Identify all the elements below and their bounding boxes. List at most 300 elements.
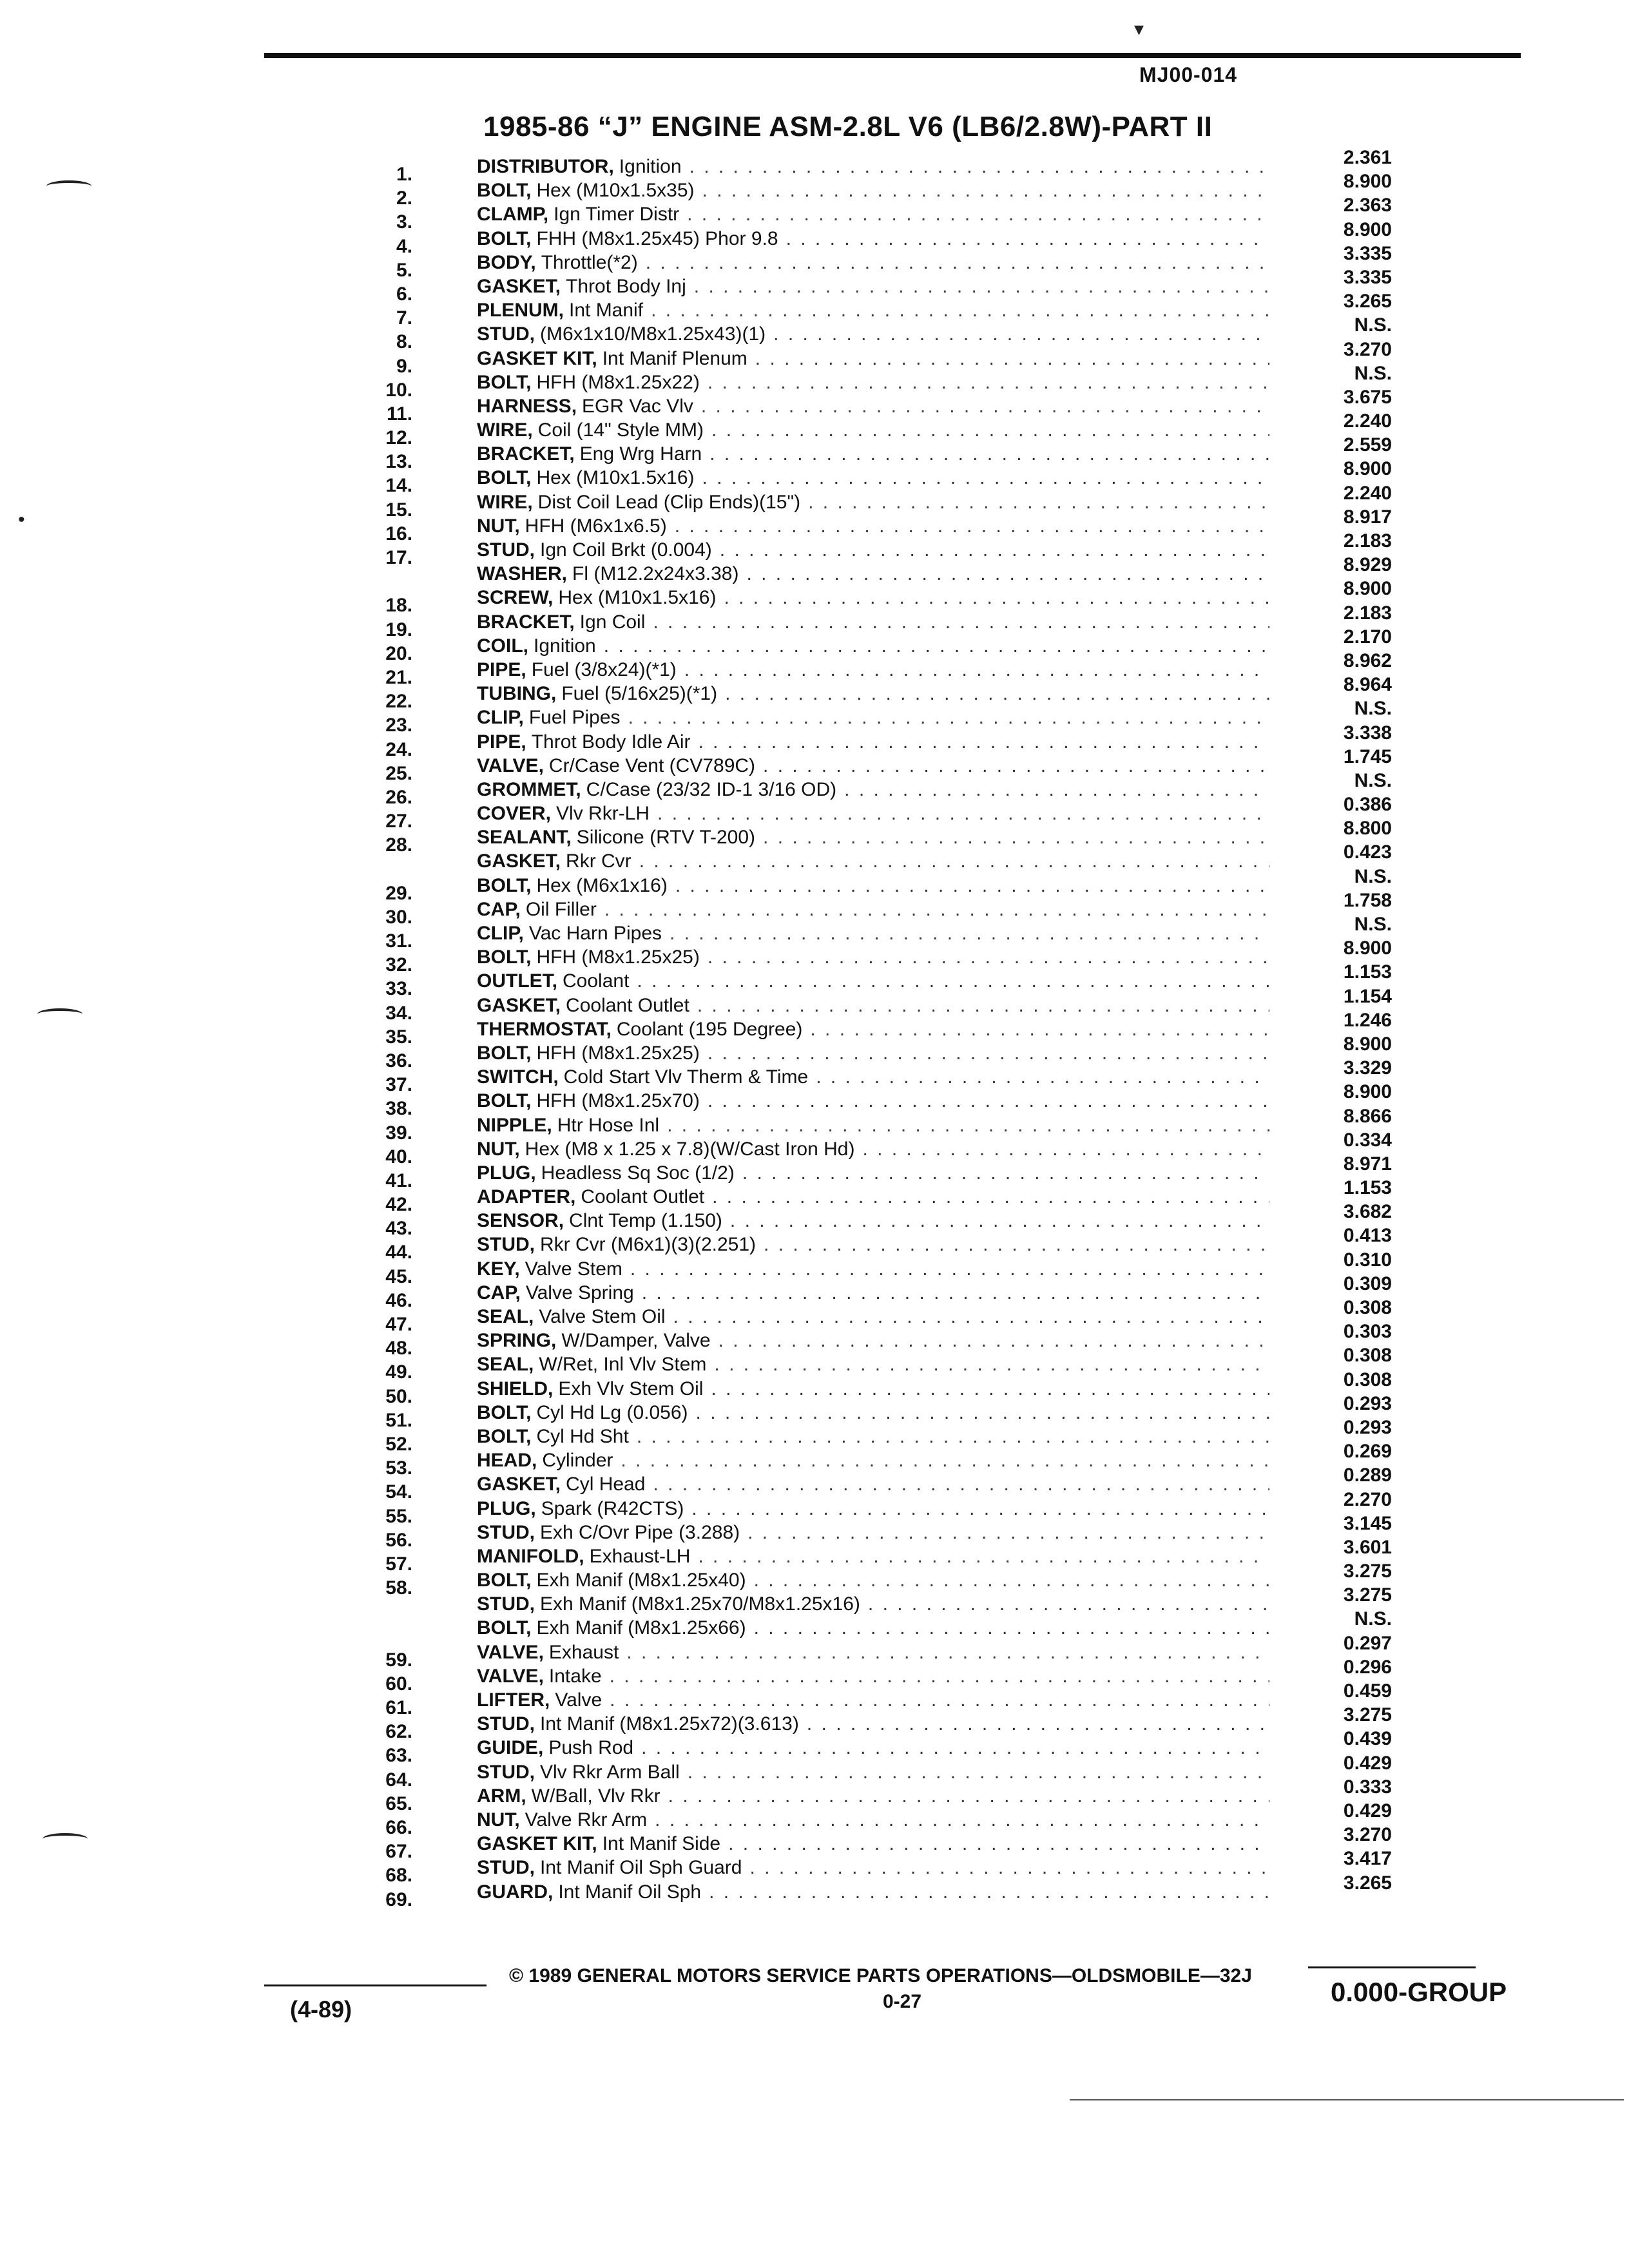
part-detail: Cyl Hd Lg (0.056)	[536, 1401, 688, 1423]
item-description	[477, 251, 1269, 274]
item-number: 23.	[385, 715, 412, 736]
item-description	[477, 298, 1269, 322]
dot-leader	[689, 155, 1269, 178]
part-detail: Fuel (3/8x24)(*1)	[531, 658, 677, 680]
dot-leader	[746, 562, 1269, 586]
part-name: PLUG,	[477, 1162, 536, 1184]
part-name: COVER,	[477, 803, 552, 825]
item-number: 11.	[386, 403, 412, 425]
part-detail: HFH (M8x1.25x70)	[536, 1090, 700, 1112]
part-number: N.S.	[1354, 698, 1392, 720]
part-name: VALVE,	[477, 754, 544, 776]
item-number: 62.	[385, 1721, 412, 1743]
item-number: 52.	[385, 1433, 412, 1455]
item-number: 55.	[385, 1505, 412, 1527]
part-detail: Hex (M10x1.5x16)	[558, 587, 717, 609]
part-name: CAP,	[477, 898, 521, 920]
dot-leader	[763, 825, 1269, 849]
part-detail: HFH (M8x1.25x25)	[536, 947, 700, 968]
item-description	[477, 1113, 1269, 1137]
dot-leader	[764, 1233, 1269, 1256]
dot-leader	[653, 610, 1269, 634]
part-number: 0.289	[1343, 1465, 1392, 1486]
dot-leader	[728, 1832, 1269, 1856]
speck-mark: ▾	[1134, 19, 1144, 40]
part-number: 1.758	[1343, 889, 1392, 911]
dot-leader	[862, 1137, 1269, 1161]
part-number: 0.334	[1343, 1129, 1392, 1151]
item-number: 9.	[396, 355, 412, 377]
part-name: GASKET KIT,	[477, 1833, 597, 1855]
item-description	[477, 1425, 1269, 1448]
item-description	[477, 682, 1269, 706]
part-name: TUBING,	[477, 683, 557, 705]
part-number: 8.929	[1343, 554, 1392, 576]
part-number: 0.296	[1343, 1656, 1392, 1678]
part-name: PLUG,	[477, 1497, 536, 1519]
part-number: 8.900	[1343, 937, 1392, 959]
dot-leader	[630, 1257, 1269, 1281]
part-detail: Push Rod	[548, 1737, 634, 1759]
bottom-rule	[1070, 2099, 1624, 2100]
part-detail: Exhaust	[548, 1641, 619, 1663]
part-detail: Cyl Hd Sht	[536, 1425, 629, 1447]
item-description	[477, 202, 1269, 226]
part-detail: Int Manif Side	[602, 1833, 721, 1855]
part-name: GASKET,	[477, 994, 561, 1016]
dot-leader	[699, 730, 1270, 754]
item-number: 43.	[385, 1218, 412, 1240]
part-detail: Exh C/Ovr Pipe (3.288)	[540, 1521, 740, 1543]
item-number: 14.	[385, 475, 412, 497]
item-description	[477, 418, 1269, 442]
dot-leader	[673, 1305, 1269, 1329]
dot-leader	[755, 347, 1269, 370]
binder-mark	[46, 180, 92, 192]
part-number: 3.601	[1343, 1536, 1392, 1558]
item-description	[477, 1664, 1269, 1688]
part-detail: Valve Rkr Arm	[525, 1809, 648, 1831]
part-number: 3.335	[1343, 242, 1392, 264]
part-name: MANIFOLD,	[477, 1545, 584, 1567]
item-description	[477, 1688, 1269, 1712]
item-description	[477, 370, 1269, 394]
part-name: SPRING,	[477, 1330, 557, 1352]
part-number: 0.303	[1343, 1321, 1392, 1343]
part-number: 0.423	[1343, 841, 1392, 863]
item-number: 66.	[385, 1816, 412, 1838]
item-description	[477, 155, 1269, 178]
part-name: GUIDE,	[477, 1737, 544, 1759]
part-number: 1.153	[1343, 1177, 1392, 1199]
item-description	[477, 898, 1269, 921]
part-name: THERMOSTAT,	[477, 1018, 612, 1040]
part-name: SWITCH,	[477, 1066, 559, 1088]
item-number: 25.	[385, 762, 412, 784]
part-number: 1.745	[1343, 745, 1392, 767]
item-number: 48.	[385, 1338, 412, 1360]
part-detail: Exhaust-LH	[589, 1545, 691, 1567]
item-description	[477, 658, 1269, 682]
item-description	[477, 1521, 1269, 1544]
part-name: BOLT,	[477, 1401, 532, 1423]
part-name: SENSOR,	[477, 1210, 564, 1232]
part-name: SCREW,	[477, 587, 554, 609]
part-detail: Ign Coil Brkt (0.004)	[540, 539, 712, 561]
dot-leader	[628, 706, 1269, 729]
part-detail: Fl (M12.2x24x3.38)	[572, 563, 739, 585]
dot-leader	[730, 1209, 1269, 1233]
item-number: 10.	[385, 379, 412, 401]
part-name: STUD,	[477, 539, 535, 561]
part-detail: Headless Sq Soc (1/2)	[541, 1162, 735, 1184]
dot-leader	[742, 1161, 1269, 1185]
part-name: GASKET,	[477, 850, 561, 872]
part-name: STUD,	[477, 1761, 535, 1783]
part-name: BOLT,	[477, 180, 532, 202]
part-number: 0.293	[1343, 1416, 1392, 1438]
part-detail: Exh Vlv Stem Oil	[558, 1378, 704, 1399]
part-detail: Ign Coil	[579, 611, 646, 633]
part-number: 2.183	[1343, 602, 1392, 624]
part-name: VALVE,	[477, 1665, 544, 1687]
part-number: 3.329	[1343, 1057, 1392, 1079]
item-description	[477, 538, 1269, 562]
dot-leader	[773, 322, 1269, 346]
part-name: WASHER,	[477, 563, 568, 585]
dot-leader	[637, 969, 1269, 993]
part-number: 8.900	[1343, 578, 1392, 600]
dot-leader	[688, 1760, 1269, 1784]
dot-leader	[720, 538, 1269, 562]
binder-mark	[43, 1833, 88, 1845]
item-number: 7.	[396, 307, 412, 329]
item-description	[477, 490, 1269, 514]
part-name: BOLT,	[477, 1617, 532, 1639]
part-number: 8.900	[1343, 1033, 1392, 1055]
item-description	[477, 322, 1269, 346]
dot-leader	[621, 1448, 1269, 1472]
item-number: 57.	[385, 1553, 412, 1575]
part-number: 1.153	[1343, 961, 1392, 983]
part-detail: Valve Stem Oil	[539, 1306, 666, 1327]
item-number: 53.	[385, 1457, 412, 1479]
dot-leader	[655, 1808, 1269, 1832]
part-number: 8.866	[1343, 1105, 1392, 1127]
item-number: 32.	[385, 954, 412, 976]
part-detail: Cr/Case Vent (CV789C)	[548, 754, 756, 776]
item-number: 12.	[385, 427, 412, 449]
item-number: 3.	[396, 211, 412, 233]
item-description	[477, 442, 1269, 466]
item-number: 42.	[385, 1194, 412, 1216]
part-detail: FHH (M8x1.25x45) Phor 9.8	[536, 227, 778, 249]
item-number: 41.	[385, 1169, 412, 1191]
part-detail: Int Manif Plenum	[602, 347, 747, 369]
dot-leader	[651, 298, 1269, 322]
part-detail: Coolant (195 Degree)	[616, 1018, 803, 1040]
item-number: 69.	[385, 1888, 412, 1910]
part-name: VALVE,	[477, 1641, 544, 1663]
part-number: 8.900	[1343, 171, 1392, 193]
part-detail: Cold Start Vlv Therm & Time	[563, 1066, 809, 1088]
item-description	[477, 1185, 1269, 1209]
part-number: N.S.	[1354, 1608, 1392, 1630]
part-number: 8.900	[1343, 218, 1392, 240]
item-description	[477, 1784, 1269, 1808]
part-number: 3.417	[1343, 1848, 1392, 1870]
part-name: STUD,	[477, 1521, 535, 1543]
item-description	[477, 1305, 1269, 1329]
item-description	[477, 586, 1269, 610]
part-name: DISTRIBUTOR,	[477, 156, 614, 177]
part-name: BOLT,	[477, 227, 532, 249]
part-detail: Eng Wrg Harn	[579, 443, 702, 465]
dot-leader	[709, 442, 1269, 466]
part-name: BODY,	[477, 251, 536, 273]
item-description	[477, 1161, 1269, 1185]
parts-list	[361, 147, 1405, 1910]
part-detail: C/Case (23/32 ID-1 3/16 OD)	[586, 778, 837, 800]
part-detail: HFH (M6x1x6.5)	[525, 515, 667, 537]
part-detail: Ignition	[619, 156, 682, 177]
item-description	[477, 1401, 1269, 1425]
part-name: PLENUM,	[477, 300, 564, 322]
part-name: LIFTER,	[477, 1689, 550, 1711]
part-number: 0.308	[1343, 1369, 1392, 1390]
item-description	[477, 921, 1269, 945]
item-description	[477, 1017, 1269, 1041]
item-number: 29.	[385, 882, 412, 904]
dot-leader	[610, 1688, 1269, 1712]
item-number: 51.	[385, 1409, 412, 1431]
part-detail: Exh Manif (M8x1.25x40)	[536, 1570, 746, 1591]
part-name: CLAMP,	[477, 204, 549, 226]
dot-leader	[637, 1425, 1269, 1448]
dot-leader	[754, 1616, 1269, 1640]
part-detail: Valve Stem	[525, 1258, 622, 1280]
dot-leader	[708, 1041, 1269, 1065]
item-number: 31.	[385, 930, 412, 952]
part-number: 0.429	[1343, 1752, 1392, 1774]
part-detail: Rkr Cvr	[566, 850, 631, 872]
part-name: BOLT,	[477, 947, 532, 968]
item-number: 39.	[385, 1122, 412, 1144]
dot-leader	[754, 1568, 1269, 1592]
part-name: SEAL,	[477, 1306, 534, 1327]
item-description	[477, 1377, 1269, 1401]
item-number: 58.	[385, 1577, 412, 1599]
part-name: ADAPTER,	[477, 1186, 576, 1208]
part-number: 0.309	[1343, 1273, 1392, 1294]
part-number: 0.293	[1343, 1392, 1392, 1414]
part-number: 0.297	[1343, 1632, 1392, 1654]
part-name: BOLT,	[477, 371, 532, 393]
dot-leader	[724, 586, 1269, 610]
dot-leader	[697, 994, 1269, 1017]
dot-leader	[687, 202, 1269, 226]
dot-leader	[604, 898, 1269, 921]
dot-leader	[763, 754, 1269, 778]
item-description	[477, 1736, 1269, 1760]
part-number: 2.559	[1343, 434, 1392, 456]
part-number: 3.270	[1343, 1824, 1392, 1846]
item-number: 49.	[385, 1361, 412, 1383]
item-number: 8.	[396, 331, 412, 353]
item-description	[477, 1041, 1269, 1065]
dot-leader	[708, 370, 1269, 394]
dot-leader	[844, 778, 1269, 802]
dot-leader	[786, 227, 1269, 251]
part-detail: W/Ret, Inl Vlv Stem	[539, 1354, 707, 1376]
item-number: 60.	[385, 1673, 412, 1695]
item-number: 37.	[385, 1074, 412, 1096]
item-description	[477, 969, 1269, 993]
part-detail: Cyl Head	[566, 1474, 646, 1495]
item-description	[477, 227, 1269, 251]
item-number: 63.	[385, 1745, 412, 1767]
item-description	[477, 274, 1269, 298]
part-name: SHIELD,	[477, 1378, 554, 1399]
dot-leader	[709, 1880, 1269, 1904]
binder-mark	[37, 1008, 82, 1020]
part-number: 3.275	[1343, 1561, 1392, 1582]
part-number: N.S.	[1354, 865, 1392, 887]
item-description	[477, 1640, 1269, 1664]
item-description	[477, 1472, 1269, 1496]
item-description	[477, 1832, 1269, 1856]
part-name: GUARD,	[477, 1881, 554, 1903]
part-number: N.S.	[1354, 769, 1392, 791]
item-number: 19.	[385, 619, 412, 640]
part-detail: Htr Hose Inl	[557, 1114, 660, 1136]
item-number: 13.	[385, 451, 412, 473]
part-number: 2.183	[1343, 530, 1392, 552]
item-number: 54.	[385, 1481, 412, 1503]
part-number: 0.310	[1343, 1249, 1392, 1271]
item-description	[477, 1880, 1269, 1904]
item-number: 38.	[385, 1098, 412, 1120]
part-number: 8.800	[1343, 818, 1392, 840]
dot-leader	[810, 1017, 1269, 1041]
part-name: WIRE,	[477, 491, 533, 513]
part-number: 3.338	[1343, 722, 1392, 744]
document-id: MJ00-014	[1139, 63, 1238, 86]
part-name: BOLT,	[477, 467, 532, 489]
item-description	[477, 1568, 1269, 1592]
part-number: 0.308	[1343, 1297, 1392, 1318]
dot-leader	[675, 514, 1269, 538]
part-name: CLIP,	[477, 923, 524, 944]
item-description	[477, 1281, 1269, 1305]
part-detail: Clnt Temp (1.150)	[569, 1210, 722, 1232]
part-detail: Spark (R42CTS)	[541, 1497, 684, 1519]
dot-leader	[708, 945, 1269, 969]
part-number: 8.971	[1343, 1153, 1392, 1175]
part-detail: Fuel Pipes	[528, 707, 621, 729]
part-detail: Cylinder	[542, 1450, 613, 1472]
dot-leader	[701, 394, 1269, 418]
dot-leader	[646, 251, 1269, 274]
item-number: 50.	[385, 1385, 412, 1407]
item-description	[477, 1329, 1269, 1352]
part-number: 8.900	[1343, 1081, 1392, 1103]
part-name: OUTLET,	[477, 970, 557, 992]
item-number: 35.	[385, 1026, 412, 1048]
part-detail: Exh Manif (M8x1.25x70/M8x1.25x16)	[540, 1593, 860, 1615]
part-detail: Throttle(*2)	[541, 251, 638, 273]
item-number: 20.	[385, 642, 412, 664]
part-name: STUD,	[477, 1593, 535, 1615]
part-name: ARM,	[477, 1785, 526, 1807]
part-number: 2.361	[1343, 147, 1392, 168]
item-number: 59.	[385, 1649, 412, 1671]
part-detail: Intake	[548, 1665, 602, 1687]
item-number: 24.	[385, 738, 412, 760]
part-name: SEALANT,	[477, 827, 572, 849]
part-detail: Ignition	[534, 635, 596, 657]
part-detail: W/Damper, Valve	[561, 1330, 711, 1352]
copyright-line: © 1989 GENERAL MOTORS SERVICE PARTS OPERATIONS—OLDSMOBILE—32J	[509, 1965, 1252, 1986]
part-name: GASKET,	[477, 1474, 561, 1495]
part-name: PIPE,	[477, 731, 526, 753]
item-description	[477, 1856, 1269, 1879]
part-number: 0.439	[1343, 1728, 1392, 1750]
part-name: GROMMET,	[477, 778, 581, 800]
part-name: HEAD,	[477, 1450, 537, 1472]
item-number: 6.	[396, 283, 412, 305]
item-number: 64.	[385, 1769, 412, 1791]
part-name: STUD,	[477, 1713, 535, 1735]
item-number: 16.	[385, 523, 412, 544]
dot-leader	[808, 490, 1269, 514]
part-detail: HFH (M8x1.25x25)	[536, 1042, 700, 1064]
item-number: 33.	[385, 978, 412, 1000]
item-description	[477, 1257, 1269, 1281]
part-detail: Dist Coil Lead (Clip Ends)(15")	[537, 491, 801, 513]
item-description	[477, 825, 1269, 849]
dot-leader	[691, 1497, 1269, 1521]
part-name: NIPPLE,	[477, 1114, 552, 1136]
item-description	[477, 754, 1269, 778]
dot-leader	[626, 1640, 1269, 1664]
item-description	[477, 849, 1269, 873]
part-detail: Int Manif Oil Sph Guard	[540, 1857, 742, 1879]
part-detail: Ign Timer Distr	[554, 204, 680, 226]
part-detail: HFH (M8x1.25x22)	[536, 371, 700, 393]
part-name: CLIP,	[477, 707, 524, 729]
dot-leader	[670, 921, 1269, 945]
item-number: 40.	[385, 1146, 412, 1168]
part-name: NUT,	[477, 1809, 520, 1831]
part-detail: Hex (M10x1.5x16)	[536, 467, 695, 489]
item-description	[477, 1209, 1269, 1233]
part-detail: Throt Body Idle Air	[531, 731, 691, 753]
speck-mark: •	[18, 509, 25, 530]
part-detail: Exh Manif (M8x1.25x66)	[536, 1617, 746, 1639]
item-number: 56.	[385, 1529, 412, 1551]
part-detail: Int Manif Oil Sph	[558, 1881, 702, 1903]
item-description	[477, 1497, 1269, 1521]
part-name: STUD,	[477, 1234, 535, 1256]
part-name: SEAL,	[477, 1354, 534, 1376]
dot-leader	[657, 802, 1269, 825]
part-name: PIPE,	[477, 658, 526, 680]
group-label: 0.000-GROUP	[1331, 1977, 1507, 2007]
item-description	[477, 1592, 1269, 1616]
dot-leader	[816, 1065, 1269, 1089]
part-detail: Coolant Outlet	[566, 994, 689, 1016]
